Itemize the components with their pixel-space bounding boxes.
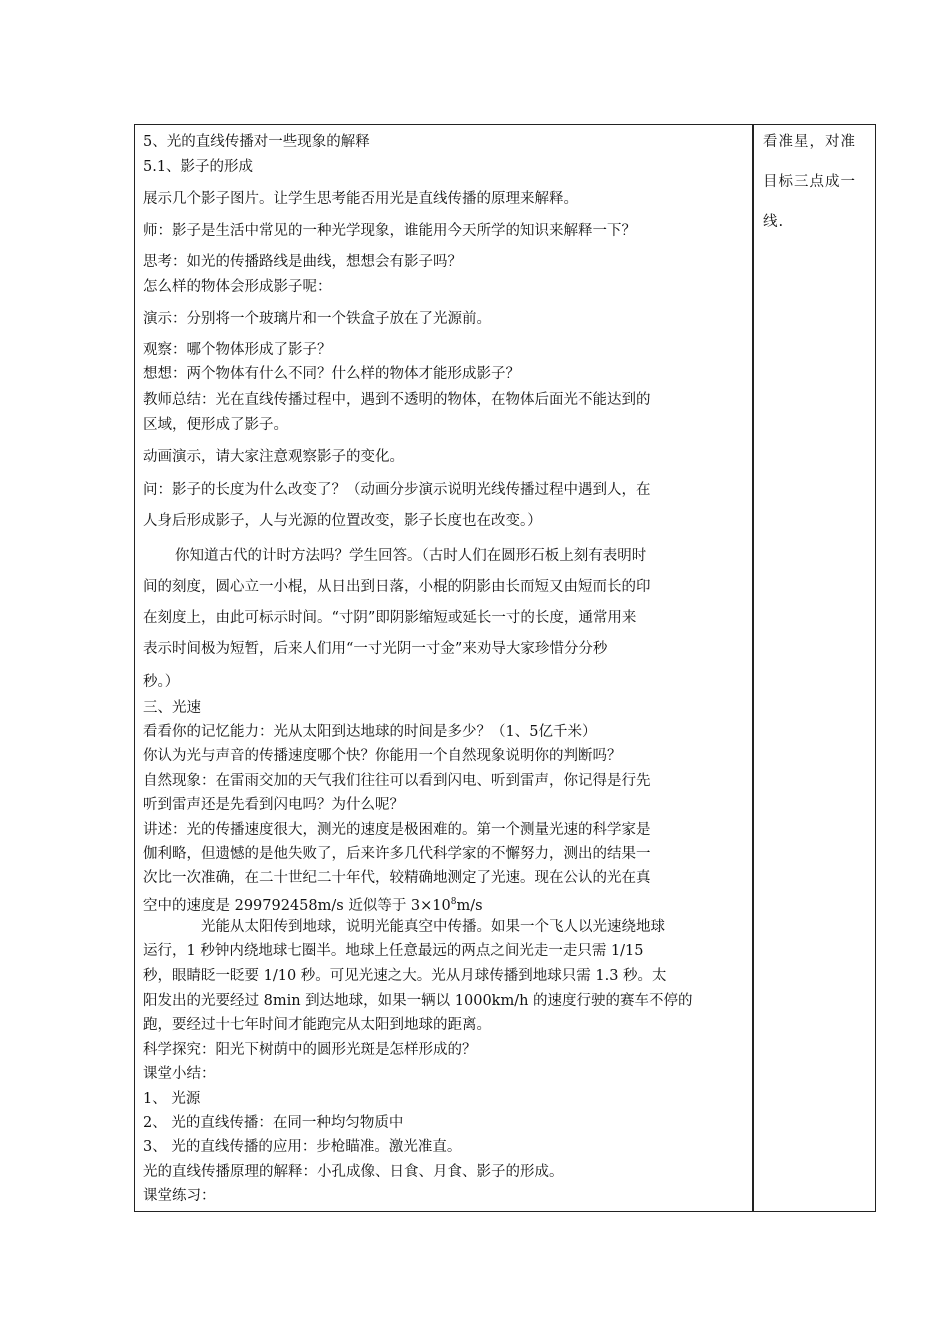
text-line: 问：影子的长度为什么改变了？（动画分步演示说明光线传播过程中遇到人，在 [143, 482, 651, 498]
text-line: 在刻度上，由此可标示时间。“寸阴”即阴影缩短或延长一寸的长度，通常用来 [143, 610, 637, 626]
text-line: 秒。） [143, 674, 180, 690]
text-line: 演示：分别将一个玻璃片和一个铁盒子放在了光源前。 [143, 311, 491, 327]
side-note-line: 目标三点成一 [763, 174, 856, 190]
text-line: 光能从太阳传到地球，说明光能真空中传播。如果一个飞人以光速绕地球 [201, 919, 665, 935]
text-line: 展示几个影子图片。让学生思考能否用光是直线传播的原理来解释。 [143, 191, 578, 207]
text-line: 区域，便形成了影子。 [143, 417, 288, 433]
text-line: 想想：两个物体有什么不同？什么样的物体才能形成影子？ [143, 366, 520, 382]
text-line: 光的直线传播原理的解释：小孔成像、日食、月食、影子的形成。 [143, 1164, 564, 1180]
text-line: 思考：如光的传播路线是曲线，想想会有影子吗？ [143, 254, 462, 270]
text-line: 讲述：光的传播速度很大，测光的速度是极困难的。第一个测量光速的科学家是 [143, 822, 651, 838]
text-line: 伽利略，但遗憾的是他失败了，后来许多几代科学家的不懈努力，测出的结果一 [143, 846, 651, 862]
speed-of-light-line: 空中的速度是 299792458m/s 近似等于 $3\times 10^8m/s$ [143, 897, 483, 914]
text-line: 5、光的直线传播对一些现象的解释 [143, 134, 370, 150]
text-line: 人身后形成影子，人与光源的位置改变，影子长度也在改变。） [143, 513, 542, 529]
lesson-table [134, 124, 876, 1212]
text-line: 阳发出的光要经过 8min 到达地球，如果一辆以 1000km/h 的速度行驶的赛车不停的 [143, 993, 693, 1009]
text-line: 秒，眼睛眨一眨要 1/10 秒。可见光速之大。光从月球传播到地球只需 1.3 秒。太 [143, 968, 667, 984]
text-line: 你认为光与声音的传播速度哪个快？你能用一个自然现象说明你的判断吗？ [143, 748, 622, 764]
side-note-line: 看准星，对准 [763, 134, 856, 150]
column-divider [752, 125, 754, 1211]
list-item: 3、 光的直线传播的应用：步枪瞄准。激光准直。 [143, 1139, 462, 1155]
text-line: 看看你的记忆能力：光从太阳到达地球的时间是多少？（1、5亿千米） [143, 724, 597, 740]
text-line: 科学探究：阳光下树荫中的圆形光斑是怎样形成的？ [143, 1042, 477, 1058]
text-line: 表示时间极为短暂，后来人们用“一寸光阴一寸金”来劝导大家珍惜分分秒 [143, 641, 608, 657]
text-line: 课堂练习： [143, 1188, 216, 1204]
text-line: 自然现象：在雷雨交加的天气我们往往可以看到闪电、听到雷声，你记得是行先 [143, 773, 651, 789]
text-line: 师：影子是生活中常见的一种光学现象，谁能用今天所学的知识来解释一下？ [143, 223, 636, 239]
text-line: 运行，1 秒钟内绕地球七圈半。地球上任意最远的两点之间光走一走只需 1/15 [143, 943, 644, 959]
text-line: 间的刻度，圆心立一小棍，从日出到日落，小棍的阴影由长而短又由短而长的印 [143, 579, 651, 595]
text-line: 你知道古代的计时方法吗？学生回答。（古时人们在圆形石板上刻有表明时 [175, 548, 647, 564]
side-note-line: 线. [763, 214, 785, 230]
text-line: 动画演示，请大家注意观察影子的变化。 [143, 449, 404, 465]
text-line: 怎么样的物体会形成影子呢： [143, 279, 332, 295]
list-item: 2、 光的直线传播：在同一种均匀物质中 [143, 1115, 404, 1131]
text-line: 听到雷声还是先看到闪电吗？为什么呢？ [143, 797, 404, 813]
text-line: 观察：哪个物体形成了影子？ [143, 342, 332, 358]
text-line: 教师总结：光在直线传播过程中，遇到不透明的物体，在物体后面光不能达到的 [143, 392, 651, 408]
text-line: 课堂小结： [143, 1066, 216, 1082]
text-line: 5.1、影子的形成 [143, 159, 254, 175]
list-item: 1、 光源 [143, 1091, 201, 1107]
section-heading: 三、光速 [143, 700, 201, 716]
text-line: 跑，要经过十七年时间才能跑完从太阳到地球的距离。 [143, 1017, 491, 1033]
text-line: 次比一次准确，在二十世纪二十年代，较精确地测定了光速。现在公认的光在真 [143, 870, 651, 886]
